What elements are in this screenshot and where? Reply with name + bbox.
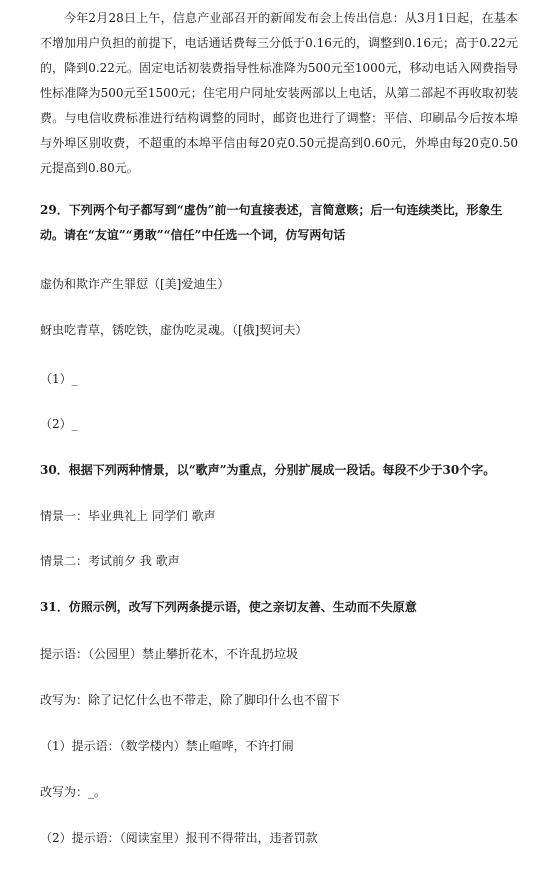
q29-answer-1: （1）_ — [40, 372, 78, 386]
q31-item-2-sign: （2）提示语：（阅读室里）报刊不得带出，违者罚款 — [40, 831, 318, 845]
q29-example-2: 蚜虫吃青草，锈吃铁，虚伪吃灵魂。（[俄]契诃夫） — [40, 323, 308, 337]
intro-paragraph: 今年2月28日上午，信息产业部召开的新闻发布会上传出信息：从3月1日起，在基本不增加用户负担的前提下，电话通话费每三分低于0.16元的，调整到0.16元；高于0.22元的，降到0.22元。固定电话初装费指导性标准降为500元至1000元，移动电话入网费指导性标准降为500元至1500元；住宅用户同址安装两部以上电话，从第二部起不再收取初装费。与电信收费标准进行结构调整的同时，邮资也进行了调整：平信、印刷品今后按本埠与外埠区别收费，不超重的本埠平信由每20克0.50元提高到0.60元，外埠由每20克0.50元提高到0.80元。 — [40, 11, 518, 175]
question-29-prompt: 29．下列两个句子都写到“虚伪”前一句直接表述，言简意赅；后一句连续类比，形象生动。请在“友谊”“勇敢”“信任”中任选一个词，仿写两句话 — [40, 203, 503, 242]
q31-item-1-sign: （1）提示语：（数学楼内）禁止喧哗，不许打闹 — [40, 739, 294, 753]
question-31-prompt: 31．仿照示例，改写下列两条提示语，使之亲切友善、生动而不失原意 — [40, 600, 417, 614]
q31-item-1-rewrite: 改写为：_。 — [40, 785, 107, 799]
q31-example-rewrite: 改写为：除了记忆什么也不带走，除了脚印什么也不留下 — [40, 693, 341, 707]
q29-example-1: 虚伪和欺诈产生罪愆（[美]爱迪生） — [40, 277, 230, 291]
q30-scene-2: 情景二：考试前夕 我 歌声 — [40, 554, 180, 568]
q29-answer-2: （2）_ — [40, 417, 78, 431]
q30-scene-1: 情景一：毕业典礼上 同学们 歌声 — [40, 509, 216, 523]
question-30-prompt: 30．根据下列两种情景，以“歌声”为重点，分别扩展成一段话。每段不少于30个字。 — [40, 463, 496, 477]
q31-example-sign: 提示语：（公园里）禁止攀折花木，不许乱扔垃圾 — [40, 647, 299, 661]
